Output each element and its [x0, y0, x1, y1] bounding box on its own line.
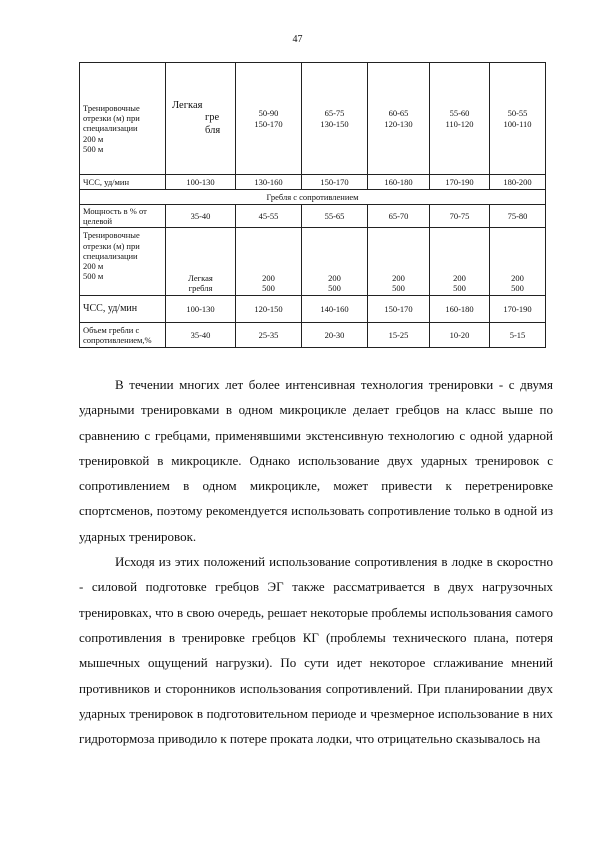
table-row: [80, 228, 546, 296]
table-cell: 15-25: [368, 323, 430, 348]
table-cell: 150-170: [302, 175, 368, 190]
table-cell: 160-180: [368, 175, 430, 190]
table-cell: 55-60 110-120: [430, 63, 490, 175]
table-cell: 200 500: [368, 228, 430, 296]
table-cell: 50-55 100-110: [490, 63, 546, 175]
table-cell: 70-75: [430, 205, 490, 228]
table-cell: 55-65: [302, 205, 368, 228]
light-rowing-cell: Легкая гре бля: [166, 63, 236, 175]
table-cell: 25-35: [236, 323, 302, 348]
table-row: [80, 296, 546, 323]
table-cell: 35-40: [166, 323, 236, 348]
table-cell: 200 500: [490, 228, 546, 296]
row-label-segments: Тренировочные отрезки (м) при специализации 200 м 500 м: [80, 228, 166, 296]
table-cell: 100-130: [166, 175, 236, 190]
table-cell: 180-200: [490, 175, 546, 190]
row-label-power: Мощность в % от целевой: [80, 205, 166, 228]
table-cell: 170-190: [430, 175, 490, 190]
table-cell: 200 500: [236, 228, 302, 296]
table-cell: 5-15: [490, 323, 546, 348]
table-cell: 170-190: [490, 296, 546, 323]
table-cell: 130-160: [236, 175, 302, 190]
table-cell: 65-75 130-150: [302, 63, 368, 175]
table-cell: 60-65 120-130: [368, 63, 430, 175]
table-cell: 120-150: [236, 296, 302, 323]
paragraph: Исходя из этих положений использование сопротивления в лодке в скоростно - силовой подготовке гребцов ЭГ также рассматривается в двух нагрузочных тренировках, что в свою очередь, решает некоторые проблемы использования самого сопротивления в тренировке гребцов КГ (проблемы технического плана, потеря мышечных ощущений нагрузки). По сути идет некоторое сглаживание мнений противников и сторонников использования сопротивлений. При планировании двух ударных тренировок в подготовительном периоде и чрезмерное использование в них гидротормоза приводило к потере проката лодки, что отрицательно сказывалось на: [79, 554, 553, 747]
light-rowing-cell: Легкая гребля: [166, 228, 236, 296]
table-cell: 75-80: [490, 205, 546, 228]
row-label-hr: ЧСС, уд/мин: [80, 175, 166, 190]
page-number: 47: [292, 34, 303, 45]
table-cell: 35-40: [166, 205, 236, 228]
training-table: [79, 62, 546, 348]
table-cell: 160-180: [430, 296, 490, 323]
table-row: [80, 63, 546, 175]
section-header: Гребля с сопротивлением: [80, 190, 546, 205]
table-cell: 200 500: [430, 228, 490, 296]
table-cell: 65-70: [368, 205, 430, 228]
table-cell: 20-30: [302, 323, 368, 348]
table-row: [80, 190, 546, 205]
table-cell: 150-170: [368, 296, 430, 323]
table-cell: 100-130: [166, 296, 236, 323]
table-cell: 10-20: [430, 323, 490, 348]
table-row: [80, 205, 546, 228]
paragraph: В течении многих лет более интенсивная технология тренировки - с двумя ударными тренировками в одном микроцикле делает гребцов на класс выше по сравнению с гребцами, применявшими экстенсивную технологию с одной ударной тренировкой в микроцикле. Однако использование двух ударных тренировок с сопротивлением в одном микроцикле, может привести к перетренировке спортсменов, поэтому рекомендуется использовать сопротивление только в одной из ударных тренировок.: [79, 377, 553, 544]
row-label-volume: Объем гребли с сопротивлением,%: [80, 323, 166, 348]
table-row: [80, 175, 546, 190]
table-cell: 140-160: [302, 296, 368, 323]
body-text: [79, 372, 553, 751]
table-cell: 45-55: [236, 205, 302, 228]
row-label-hr: ЧСС, уд/мин: [80, 296, 166, 323]
table-row: [80, 323, 546, 348]
row-label-segments: Тренировочные отрезки (м) при специализации 200 м 500 м: [80, 63, 166, 175]
table-cell: 200 500: [302, 228, 368, 296]
table-cell: 50-90 150-170: [236, 63, 302, 175]
